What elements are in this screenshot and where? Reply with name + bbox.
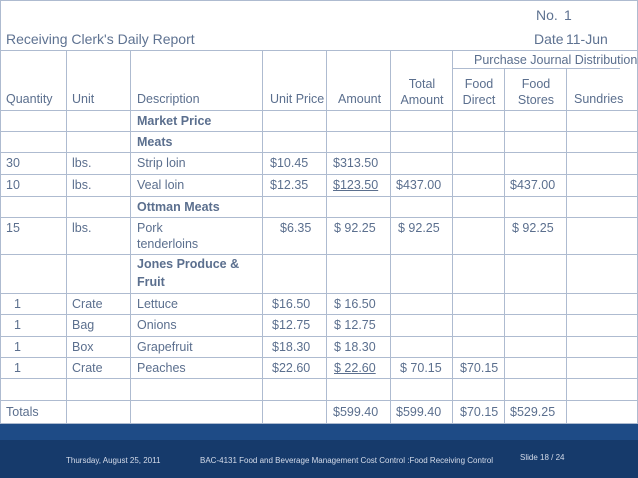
row-description: Grapefruit: [137, 340, 193, 354]
row-total: $437.00: [396, 178, 442, 192]
totals-total: $599.40: [396, 405, 442, 419]
report-no-value: 1: [564, 7, 572, 23]
grid-line: [0, 152, 638, 153]
row-amount: $123.50: [333, 178, 379, 192]
report-no-label: No.: [536, 7, 558, 23]
group-jones-line: Jones Produce &: [137, 257, 240, 271]
row-quantity: 1: [14, 318, 21, 332]
row-description: [137, 220, 198, 252]
row-unit: Crate: [72, 297, 103, 311]
grid-line: [262, 50, 263, 424]
row-unit: lbs.: [72, 221, 92, 235]
grid-line: [0, 0, 638, 1]
row-amount: $ 22.60: [334, 361, 376, 375]
grid-line: [0, 254, 638, 255]
row-quantity: 15: [6, 221, 20, 235]
row-amount: $ 18.30: [334, 340, 376, 354]
row-unit-price: $12.35: [270, 178, 309, 192]
report-date-value: 11-Jun: [566, 31, 608, 47]
totals-food-stores: $529.25: [510, 405, 556, 419]
grid-line: [0, 174, 638, 175]
totals-food-direct: $70.15: [460, 405, 499, 419]
grid-line: [0, 217, 638, 218]
grid-line: [566, 68, 567, 424]
row-quantity: 1: [14, 361, 21, 375]
group-meats: Meats: [137, 135, 173, 149]
row-quantity: 10: [6, 178, 20, 192]
grid-line: [0, 131, 638, 132]
row-unit-price: $16.50: [272, 297, 311, 311]
col-unit-price: Unit Price: [270, 92, 325, 106]
grid-line: [0, 314, 638, 315]
row-quantity: 30: [6, 156, 20, 170]
group-jones: [137, 255, 239, 291]
footer-date: Thursday, August 25, 2011: [66, 456, 161, 465]
grid-line: [0, 400, 638, 401]
row-unit: lbs.: [72, 178, 92, 192]
grid-line: [0, 0, 1, 424]
distribution-header: Purchase Journal Distribution: [474, 53, 638, 67]
col-food-direct: Food Direct: [462, 77, 496, 107]
row-food-stores: $ 92.25: [512, 221, 554, 235]
row-unit-price: $18.30: [272, 340, 311, 354]
row-unit: Box: [72, 340, 94, 354]
row-total: $ 92.25: [398, 221, 440, 235]
row-description-line: Pork: [137, 221, 163, 235]
report-date-label: Date: [534, 31, 564, 47]
report-title: Receiving Clerk's Daily Report: [6, 31, 195, 47]
row-food-direct: $70.15: [460, 361, 499, 375]
row-quantity: 1: [14, 297, 21, 311]
group-ottman: Ottman Meats: [137, 200, 220, 214]
row-description: Lettuce: [137, 297, 179, 311]
grid-line: [452, 68, 620, 69]
row-description: Strip loin: [137, 156, 186, 170]
footer-course: BAC-4131 Food and Beverage Management Cost Control :Food Receiving Control: [200, 456, 494, 465]
row-unit-price: $10.45: [270, 156, 309, 170]
totals-amount: $599.40: [333, 405, 379, 419]
col-sundries: Sundries: [574, 92, 624, 106]
grid-line: [66, 50, 67, 424]
grid-line: [0, 378, 638, 379]
col-total-amount: Total Amount: [400, 77, 444, 107]
row-description-line: tenderloins: [137, 237, 199, 251]
row-description: Veal loin: [137, 178, 185, 192]
col-amount: Amount: [338, 92, 382, 106]
grid-line: [0, 336, 638, 337]
grid-line: [0, 50, 638, 51]
row-unit: Bag: [72, 318, 95, 332]
grid-line: [0, 196, 638, 197]
group-market-price: Market Price: [137, 114, 212, 128]
row-amount: $ 92.25: [334, 221, 376, 235]
col-description: Description: [137, 92, 200, 106]
row-amount: $ 16.50: [334, 297, 376, 311]
grid-line: [326, 50, 327, 424]
grid-line: [130, 50, 131, 424]
row-description: Onions: [137, 318, 177, 332]
row-amount: $ 12.75: [334, 318, 376, 332]
row-unit: Crate: [72, 361, 103, 375]
footer-slide-number: Slide 18 / 24: [520, 453, 565, 462]
row-unit: lbs.: [72, 156, 92, 170]
row-unit-price: $6.35: [280, 221, 312, 235]
grid-line: [0, 110, 638, 111]
footer-band: [0, 424, 638, 440]
row-amount: $313.50: [333, 156, 379, 170]
grid-line: [390, 50, 391, 424]
grid-line: [0, 293, 638, 294]
col-unit: Unit: [72, 92, 95, 106]
totals-label: Totals: [6, 405, 39, 419]
slide-footer: [0, 424, 638, 478]
grid-line: [504, 68, 505, 424]
row-description: Peaches: [137, 361, 186, 375]
row-unit-price: $12.75: [272, 318, 311, 332]
group-jones-line: Fruit: [137, 275, 165, 289]
row-total: $ 70.15: [400, 361, 442, 375]
grid-line: [0, 357, 638, 358]
row-unit-price: $22.60: [272, 361, 311, 375]
row-quantity: 1: [14, 340, 21, 354]
row-food-stores: $437.00: [510, 178, 556, 192]
col-quantity: Quantity: [6, 92, 53, 106]
col-food-stores: Food Stores: [517, 77, 555, 107]
grid-line: [452, 50, 453, 424]
